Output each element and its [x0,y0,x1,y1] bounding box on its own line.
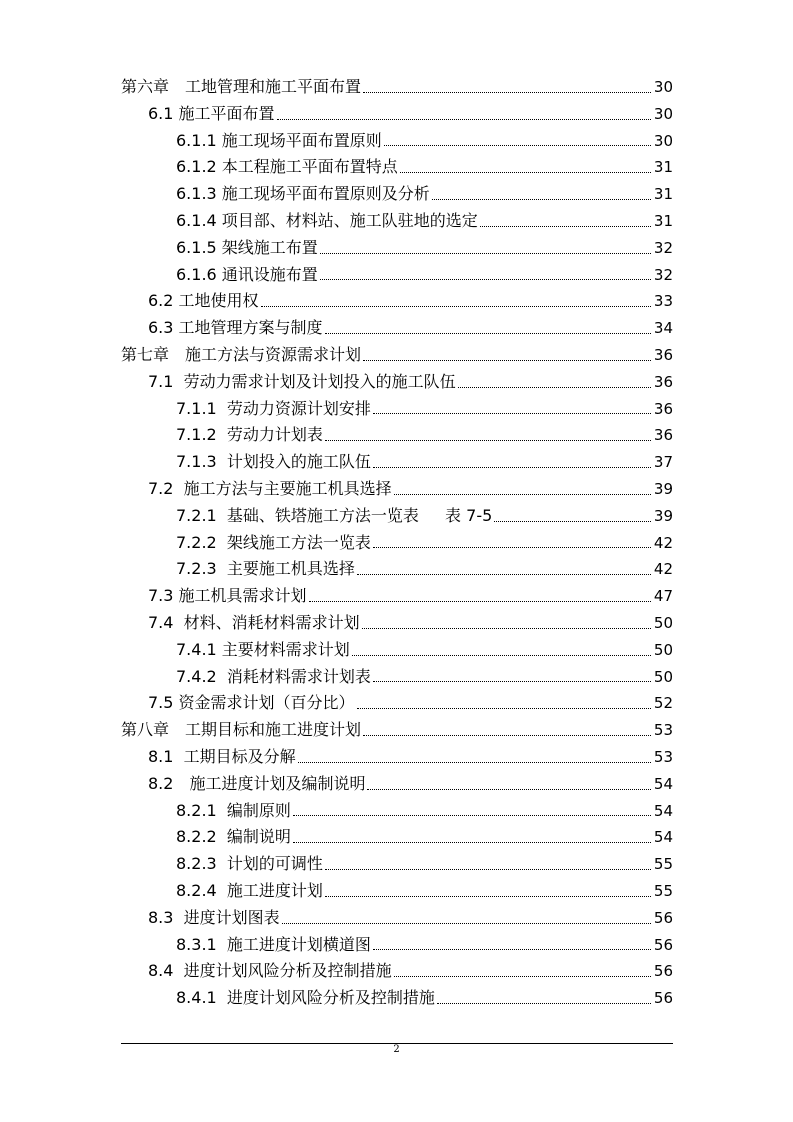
toc-entry[interactable] [0,798,793,825]
toc-dot-leader [400,171,651,173]
toc-entry[interactable] [0,878,793,905]
toc-entry-page-number: 55 [653,855,673,874]
toc-entry-title: 7.4.2 消耗材料需求计划表 [176,666,371,686]
toc-entry-title: 第七章 施工方法与资源需求计划 [121,344,362,364]
toc-entry[interactable] [0,771,793,798]
toc-entry-title: 8.2.4 施工进度计划 [176,880,323,900]
toc-entry-page-number: 37 [653,453,673,472]
toc-dot-leader [357,573,651,575]
toc-entry-page-number: 31 [653,158,673,177]
toc-entry[interactable] [0,154,793,181]
toc-dot-leader [325,439,651,441]
toc-dot-leader [373,680,651,682]
toc-dot-leader [309,600,651,602]
toc-entry-title: 6.1.3 施工现场平面布置原则及分析 [176,184,430,204]
toc-entry-title: 第八章 工期目标和施工进度计划 [121,720,362,740]
toc-entry-page-number: 39 [653,506,673,525]
toc-entry-page-number: 56 [653,989,673,1008]
toc-entry[interactable] [0,181,793,208]
toc-dot-leader [373,412,651,414]
toc-dot-leader [363,734,651,736]
toc-entry[interactable] [0,235,793,262]
toc-entry[interactable] [0,637,793,664]
toc-entry-title: 7.2 施工方法与主要施工机具选择 [148,478,392,498]
toc-entry[interactable] [0,262,793,289]
toc-entry[interactable] [0,369,793,396]
toc-dot-leader [373,948,651,950]
toc-dot-leader [325,895,651,897]
toc-entry-title: 8.3 进度计划图表 [148,907,280,927]
toc-entry-page-number: 36 [653,399,673,418]
toc-entry-page-number: 36 [653,372,673,391]
toc-entry-title: 7.2.2 架线施工方法一览表 [176,532,371,552]
toc-entry-page-number: 55 [653,881,673,900]
toc-entry-page-number: 50 [653,640,673,659]
toc-entry-page-number: 56 [653,908,673,927]
toc-entry[interactable] [0,422,793,449]
toc-entry-title: 6.1.4 项目部、材料站、施工队驻地的选定 [176,210,478,230]
toc-entry-title: 7.5 资金需求计划（百分比） [148,693,355,713]
toc-entry-page-number: 54 [653,774,673,793]
toc-entry-title: 8.1 工期目标及分解 [148,746,296,766]
toc-dot-leader [373,466,651,468]
toc-entry-title: 8.4.1 进度计划风险分析及控制措施 [176,988,435,1008]
toc-dot-leader [320,278,651,280]
toc-entry-page-number: 50 [653,613,673,632]
toc-entry-page-number: 42 [653,533,673,552]
toc-entry[interactable] [0,315,793,342]
toc-dot-leader [363,91,651,93]
toc-dot-leader [325,332,651,334]
toc-dot-leader [282,922,651,924]
toc-entry-title: 8.4 进度计划风险分析及控制措施 [148,961,392,981]
toc-entry-title: 7.1 劳动力需求计划及计划投入的施工队伍 [148,371,456,391]
toc-entry[interactable] [0,717,793,744]
toc-entry-page-number: 42 [653,560,673,579]
toc-entry[interactable] [0,396,793,423]
toc-dot-leader [367,788,651,790]
toc-entry[interactable] [0,342,793,369]
toc-entry-page-number: 36 [653,426,673,445]
toc-dot-leader [494,520,651,522]
toc-entry-page-number: 33 [653,292,673,311]
toc-entry-page-number: 30 [653,104,673,123]
toc-entry-title: 6.1.1 施工现场平面布置原则 [176,130,382,150]
toc-entry-page-number: 50 [653,667,673,686]
toc-entry[interactable] [0,985,793,1012]
toc-entry[interactable] [0,744,793,771]
toc-entry-title: 8.2.2 编制说明 [176,827,291,847]
toc-entry[interactable] [0,128,793,155]
toc-dot-leader [384,144,651,146]
toc-entry-title: 6.1.6 通讯设施布置 [176,264,318,284]
toc-entry-title: 第六章 工地管理和施工平面布置 [121,77,362,96]
toc-entry-title: 7.2.3 主要施工机具选择 [176,559,355,579]
toc-entry-title: 6.1.5 架线施工布置 [176,237,318,257]
toc-entry-title: 7.2.1 基础、铁塔施工方法一览表 表 7-5 [176,505,493,525]
toc-entry-page-number: 56 [653,935,673,954]
toc-dot-leader [357,707,651,709]
toc-entry[interactable] [0,556,793,583]
toc-entry-page-number: 30 [653,78,673,96]
toc-entry[interactable] [0,610,793,637]
toc-entry-page-number: 30 [653,131,673,150]
toc-entry-title: 7.1.3 计划投入的施工队伍 [176,452,371,472]
toc-entry[interactable] [0,101,793,128]
toc-entry-page-number: 32 [653,238,673,257]
toc-entry-page-number: 36 [653,345,673,364]
toc-dot-leader [373,546,651,548]
toc-dot-leader [432,198,651,200]
toc-entry[interactable] [0,503,793,530]
toc-entry[interactable] [0,288,793,315]
toc-entry-page-number: 39 [653,479,673,498]
toc-entry-page-number: 53 [653,747,673,766]
toc-entry-page-number: 47 [653,587,673,606]
toc-entry-page-number: 32 [653,265,673,284]
toc-entry[interactable] [0,449,793,476]
toc-dot-leader [394,975,651,977]
toc-dot-leader [298,761,651,763]
toc-entry[interactable] [0,530,793,557]
toc-entry[interactable] [0,824,793,851]
toc-entry-title: 8.2.1 编制原则 [176,800,291,820]
toc-dot-leader [394,493,651,495]
toc-entry-page-number: 52 [653,694,673,713]
toc-entry[interactable] [0,664,793,691]
toc-entry-title: 7.1.2 劳动力计划表 [176,425,323,445]
toc-entry-page-number: 56 [653,962,673,981]
footer-page-number: 2 [393,1044,400,1055]
toc-entry-title: 6.3 工地管理方案与制度 [148,318,323,338]
table-of-contents [0,74,793,1012]
toc-entry-page-number: 54 [653,801,673,820]
toc-entry[interactable] [0,905,793,932]
toc-dot-leader [261,305,651,307]
toc-dot-leader [363,359,651,361]
toc-entry[interactable] [0,932,793,959]
toc-entry-title: 8.2.3 计划的可调性 [176,854,323,874]
toc-entry-page-number: 31 [653,185,673,204]
toc-dot-leader [480,225,651,227]
toc-dot-leader [458,386,651,388]
toc-entry[interactable] [0,958,793,985]
toc-entry-title: 8.3.1 施工进度计划横道图 [176,934,371,954]
toc-entry[interactable] [0,851,793,878]
toc-entry-page-number: 31 [653,211,673,230]
toc-entry-page-number: 54 [653,828,673,847]
toc-dot-leader [293,841,651,843]
toc-dot-leader [277,118,651,120]
toc-dot-leader [352,654,651,656]
toc-dot-leader [437,1002,651,1004]
toc-entry[interactable] [0,74,793,101]
toc-entry[interactable] [0,690,793,717]
toc-dot-leader [320,252,651,254]
toc-entry-page-number: 53 [653,721,673,740]
toc-dot-leader [325,868,651,870]
toc-entry[interactable] [0,476,793,503]
toc-entry-title: 7.4.1 主要材料需求计划 [176,639,350,659]
toc-dot-leader [362,627,651,629]
toc-entry-title: 8.2 施工进度计划及编制说明 [148,773,366,793]
toc-entry-title: 6.1.2 本工程施工平面布置特点 [176,157,398,177]
toc-entry-page-number: 34 [653,319,673,338]
toc-entry[interactable] [0,583,793,610]
toc-entry-title: 7.3 施工机具需求计划 [148,586,307,606]
toc-entry-title: 6.2 工地使用权 [148,291,259,311]
toc-entry-title: 7.1.1 劳动力资源计划安排 [176,398,371,418]
toc-dot-leader [293,814,651,816]
toc-entry-title: 7.4 材料、消耗材料需求计划 [148,612,360,632]
toc-entry-title: 6.1 施工平面布置 [148,103,275,123]
toc-entry[interactable] [0,208,793,235]
